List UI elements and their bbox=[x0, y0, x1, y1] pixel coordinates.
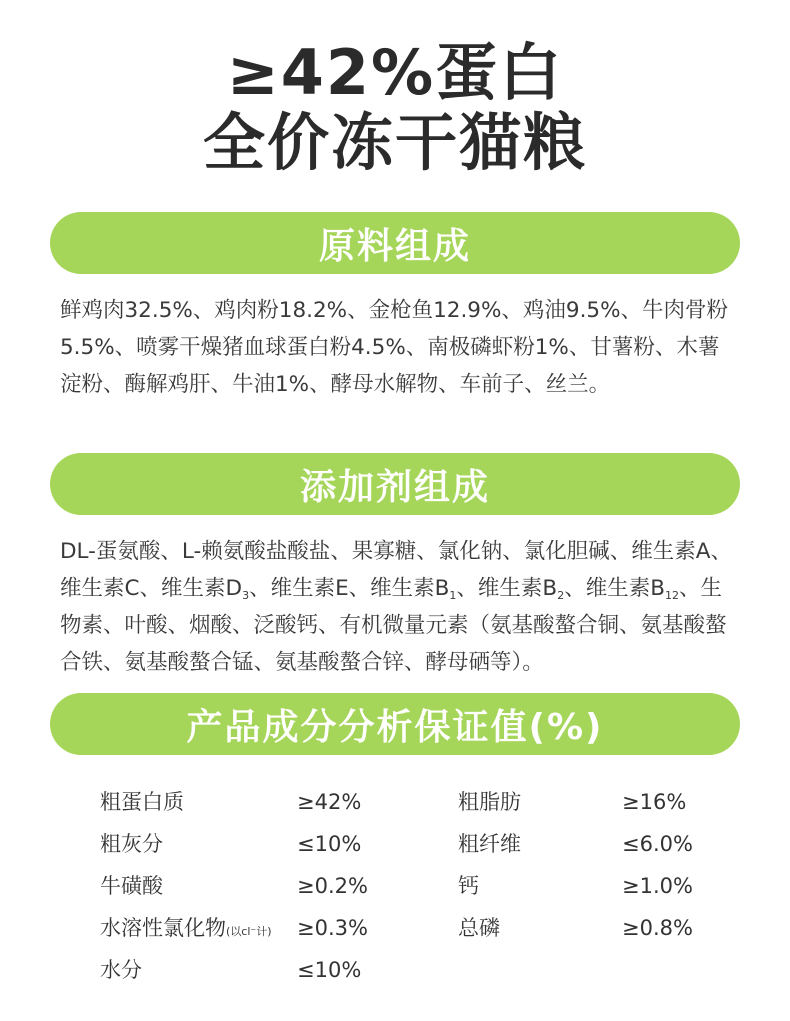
section-header-additives bbox=[50, 453, 740, 515]
subscript: 2 bbox=[557, 589, 565, 602]
subscript: 3 bbox=[242, 589, 250, 602]
analysis-value: ≥16% bbox=[622, 790, 687, 814]
analysis-note: (以cl⁻计) bbox=[226, 925, 272, 938]
additives-part: 、维生素E、维生素B bbox=[249, 576, 450, 601]
subscript: 1 bbox=[449, 589, 457, 602]
page-title-line1: ≥42%蛋白 bbox=[226, 36, 564, 109]
analysis-name: 总磷 bbox=[458, 916, 500, 940]
section-heading: 原料组成 bbox=[318, 225, 471, 267]
analysis-value: ≥1.0% bbox=[622, 874, 693, 898]
analysis-name: 粗纤维 bbox=[458, 832, 521, 856]
section-heading: 产品成分分析保证值(%) bbox=[186, 706, 604, 748]
additives-text bbox=[60, 533, 738, 681]
section-header-ingredients bbox=[50, 212, 740, 274]
additives-part: 、维生素B bbox=[456, 576, 558, 601]
section-heading: 添加剂组成 bbox=[299, 466, 490, 508]
additives-part: DL-蛋氨酸、L-赖氨酸盐酸盐、果寡糖、氯化钠、氯化胆碱、维生素A、维生素C、维生素D bbox=[60, 539, 732, 601]
analysis-name: 粗蛋白质 bbox=[100, 790, 184, 814]
analysis-value: ≤6.0% bbox=[622, 832, 693, 856]
analysis-name: 粗灰分 bbox=[100, 832, 163, 856]
page-title-line2: 全价冻干猫粮 bbox=[202, 106, 587, 179]
analysis-name: 水溶性氯化物 bbox=[100, 916, 226, 940]
analysis-name: 粗脂肪 bbox=[458, 790, 521, 814]
additives-part: 、生物素、叶酸、烟酸、泛酸钙、有机微量元素（氨基酸螯合铜、氨基酸螯合铁、氨基酸螯合锰、氨基酸螯合锌、酵母硒等）。 bbox=[60, 576, 727, 675]
analysis-value: ≤10% bbox=[297, 832, 362, 856]
analysis-name-cell bbox=[100, 913, 272, 947]
ingredients-text: 鲜鸡肉32.5%、鸡肉粉18.2%、金枪鱼12.9%、鸡油9.5%、牛肉骨粉5.5%、喷雾干燥猪血球蛋白粉4.5%、南极磷虾粉1%、甘薯粉、木薯淀粉、酶解鸡肝、牛油1%、酵母水解物、车前子、丝兰。 bbox=[60, 298, 729, 397]
analysis-value: ≥0.3% bbox=[297, 916, 368, 940]
additives-part: 、维生素B bbox=[564, 576, 665, 601]
analysis-value: ≥42% bbox=[297, 790, 362, 814]
analysis-value: ≤10% bbox=[297, 958, 362, 982]
analysis-name: 牛磺酸 bbox=[100, 874, 163, 898]
analysis-value: ≥0.2% bbox=[297, 874, 368, 898]
subscript: 12 bbox=[664, 589, 679, 602]
analysis-value: ≥0.8% bbox=[622, 916, 693, 940]
section-header-analysis bbox=[50, 693, 740, 755]
analysis-name: 水分 bbox=[100, 958, 142, 982]
analysis-name: 钙 bbox=[458, 874, 479, 898]
